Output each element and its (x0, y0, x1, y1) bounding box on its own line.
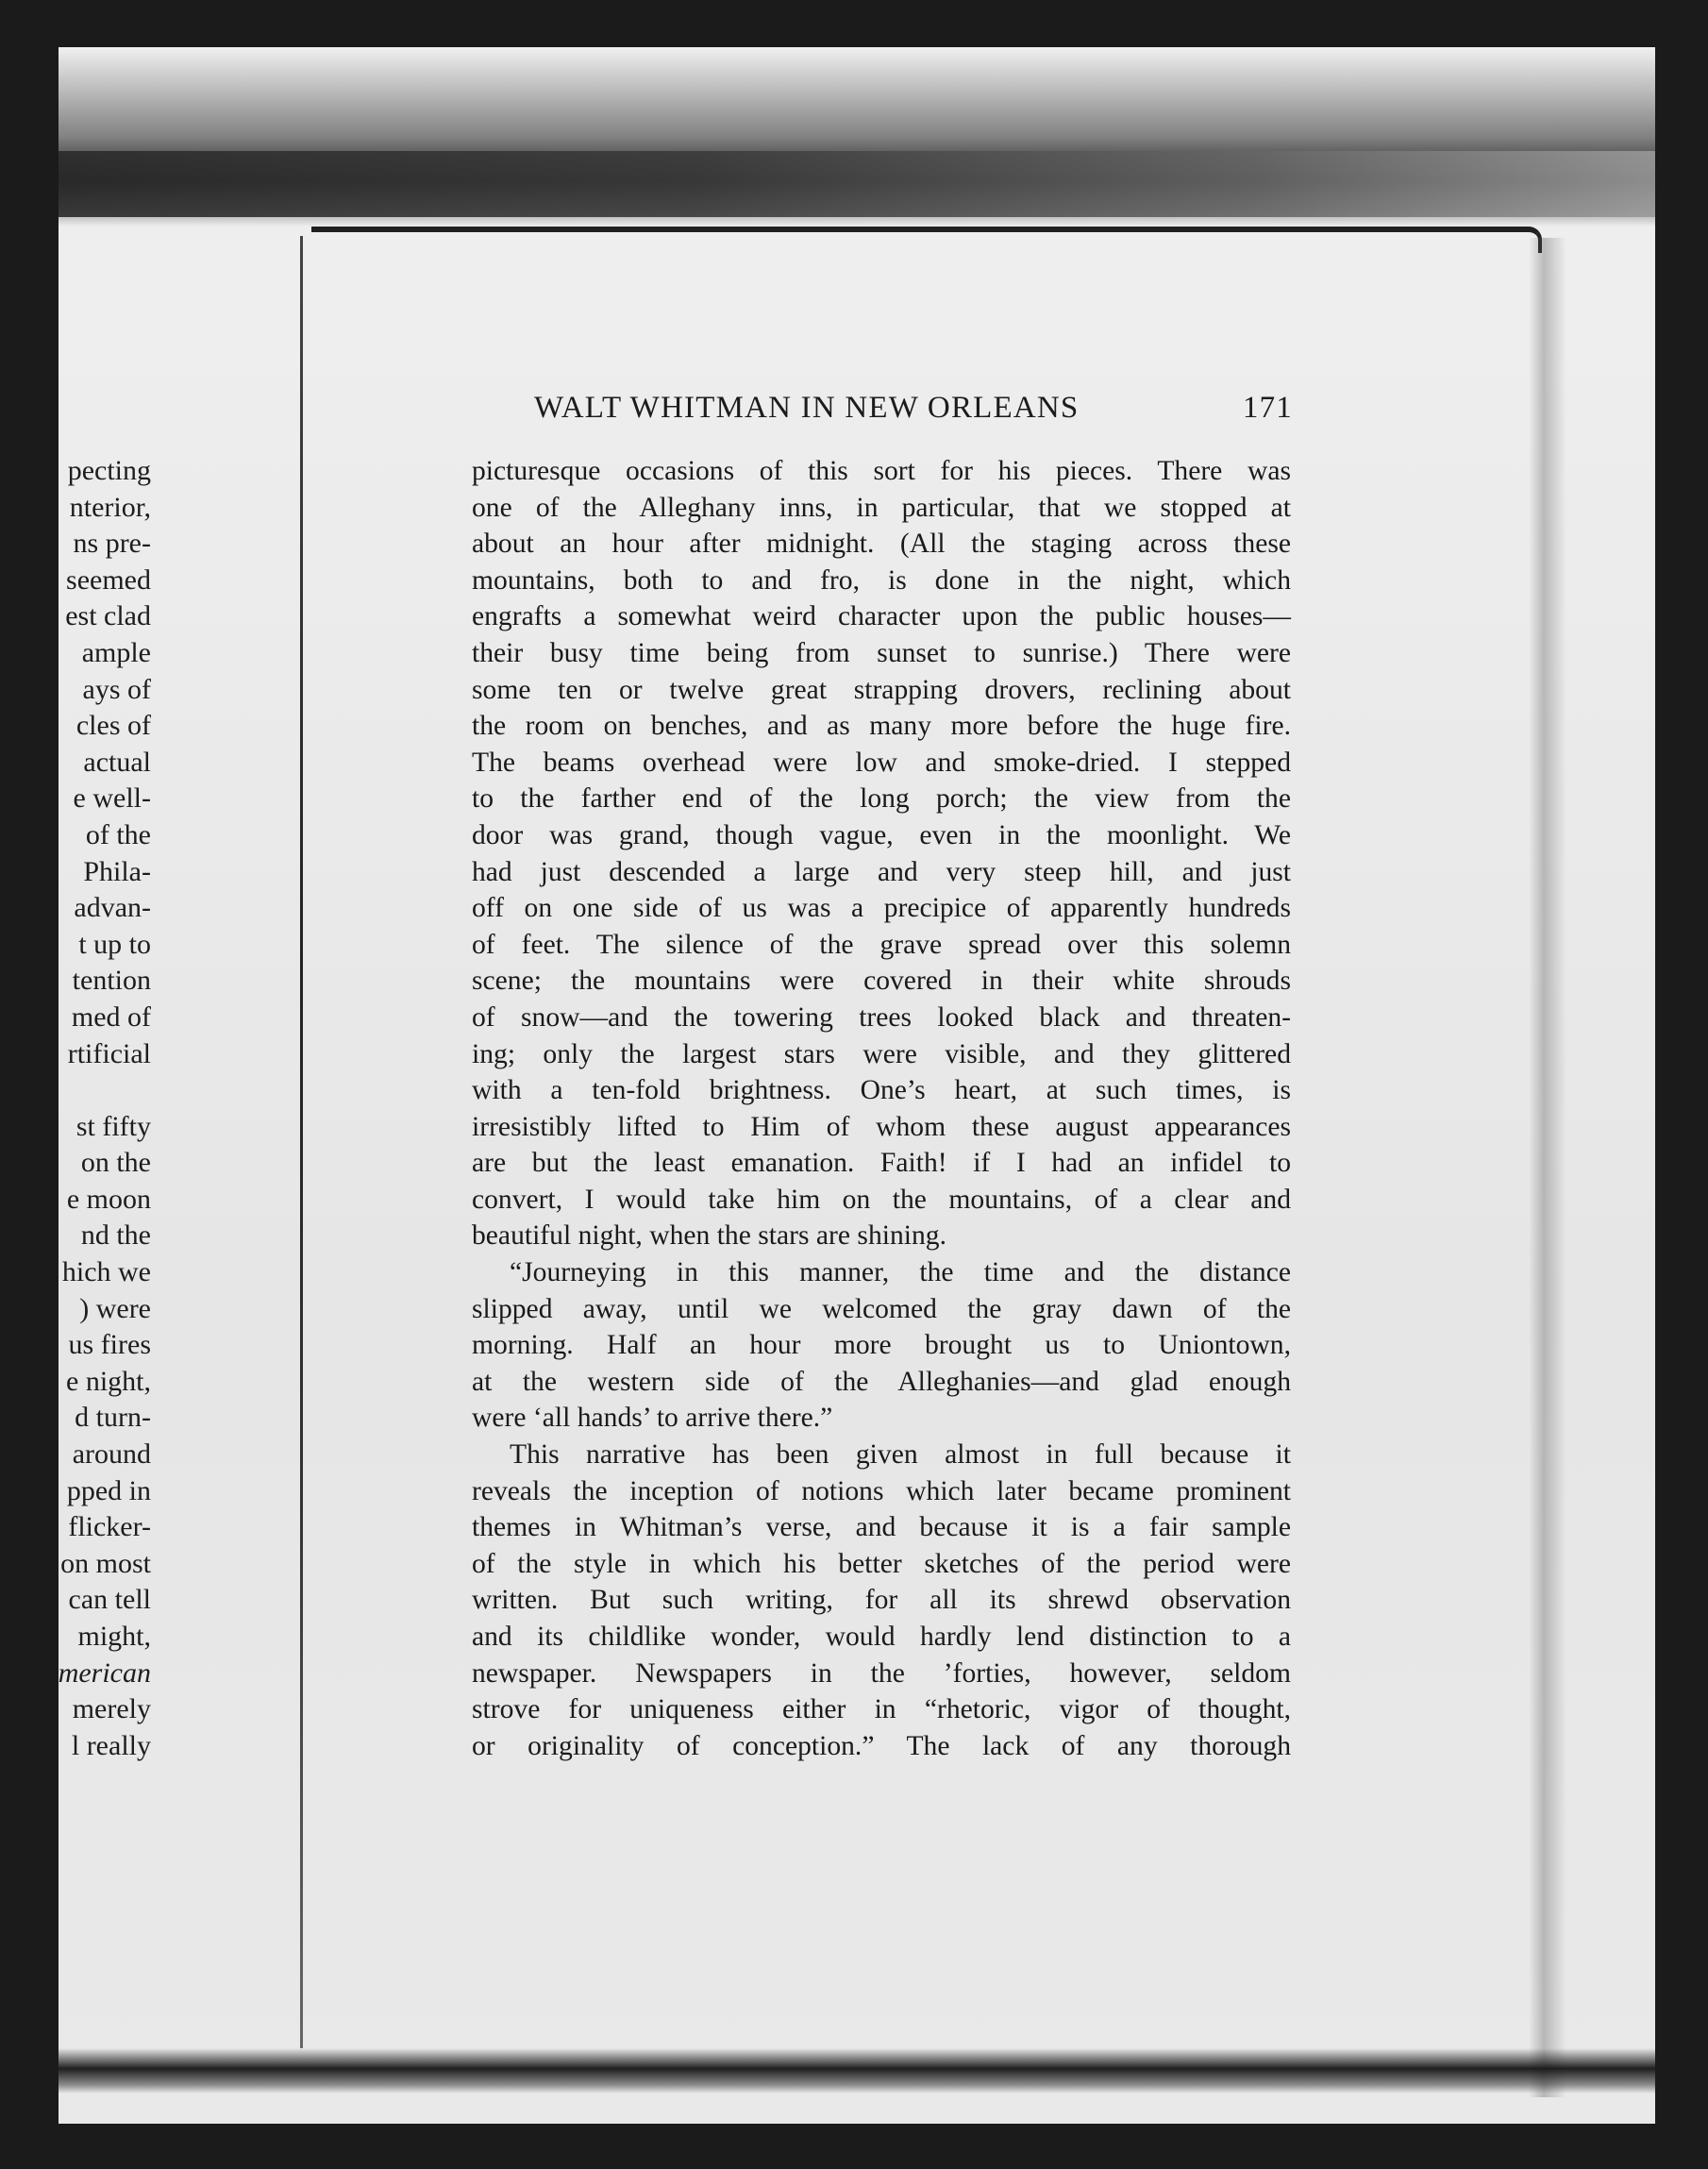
left-fragment-line: pecting (67, 455, 151, 486)
body-line: and its childlike wonder, would hardly lend distinction to a (472, 1622, 1291, 1652)
body-line: The beams overhead were low and smoke-dried. I stepped (472, 747, 1291, 778)
body-line: newspaper. Newspapers in the ’forties, however, seldom (472, 1657, 1291, 1689)
left-fragment-line: ns pre- (73, 528, 151, 560)
left-fragment-line: can tell (68, 1584, 151, 1616)
body-line: some ten or twelve great strapping drovers, reclining about (472, 674, 1291, 705)
body-line: mountains, both to and fro, is done in the night, which (472, 564, 1291, 596)
left-fragment-line: advan- (74, 892, 151, 924)
left-fragment-line: seemed (66, 563, 151, 596)
body-line: door was grand, though vague, even in the moonlight. We (472, 819, 1291, 850)
top-page-curl-shadow (59, 151, 1655, 217)
body-line: the room on benches, and as many more before the huge fire. (472, 711, 1291, 742)
left-fragment-line: flicker- (68, 1511, 151, 1543)
body-line: irresistibly lifted to Him of whom these august appearances (472, 1111, 1291, 1142)
body-line: one of the Alleghany inns, in particular, that we stopped at (472, 492, 1291, 523)
body-line: off on one side of us was a precipice of apparently hundreds (472, 893, 1291, 924)
body-line: beautiful night, when the stars are shining. (472, 1220, 946, 1252)
body-line: scene; the mountains were covered in their white shrouds (472, 966, 1291, 997)
body-line: or originality of conception.” The lack of any thorough (472, 1730, 1291, 1761)
left-fragment-line: ample (81, 636, 151, 668)
body-line: about an hour after midnight. (All the staging across these (472, 529, 1291, 560)
body-line: This narrative has been given almost in full because it (510, 1439, 1291, 1471)
left-fragment-line: merican (58, 1656, 151, 1689)
left-fragment-line: Phila- (83, 855, 151, 887)
body-line: convert, I would take him on the mountains, of a clear and (472, 1184, 1291, 1215)
body-line: with a ten-fold brightness. One’s heart, at such times, is (472, 1075, 1291, 1106)
left-fragment-line: rtificial (67, 1037, 151, 1069)
left-fragment-line: e night, (66, 1365, 151, 1397)
page-number: 171 (1242, 391, 1293, 425)
body-line: strove for uniqueness either in “rhetoric, vigor of thought, (472, 1694, 1291, 1725)
body-line: their busy time being from sunset to sunrise.) There were (472, 637, 1291, 668)
left-fragment-line: ays of (82, 673, 151, 705)
left-fragment-line: actual (83, 746, 151, 778)
left-fragment-line: e moon (66, 1183, 151, 1215)
left-fragment-line: est clad (65, 600, 151, 632)
body-line: are but the least emanation. Faith! if I had an infidel to (472, 1148, 1291, 1179)
page-edge-right-shadow (1529, 238, 1566, 2097)
left-page-text-fragments (47, 453, 151, 1764)
running-head-title: WALT WHITMAN IN NEW ORLEANS (534, 391, 1080, 425)
left-fragment-line: cles of (75, 710, 151, 742)
body-line: picturesque occasions of this sort for his pieces. There was (472, 456, 1291, 486)
body-line: “Journeying in this manner, the time and the distance (510, 1257, 1291, 1288)
left-fragment-line: nterior, (69, 491, 151, 523)
body-line: had just descended a large and very steep hill, and just (472, 856, 1291, 887)
left-fragment-line: around (72, 1438, 151, 1471)
body-line: themes in Whitman’s verse, and because it is a fair sample (472, 1512, 1291, 1543)
left-fragment-line: might, (77, 1621, 151, 1652)
body-line: of snow—and the towering trees looked black and threaten- (472, 1001, 1291, 1033)
left-fragment-line: med of (71, 1000, 151, 1033)
left-fragment-line: d turn- (75, 1402, 151, 1434)
left-fragment-line: hich we (61, 1256, 151, 1288)
body-line: to the farther end of the long porch; the view from the (472, 783, 1291, 815)
left-fragment-line: ) were (79, 1292, 151, 1324)
left-fragment-line: l really (71, 1729, 151, 1761)
body-line: slipped away, until we welcomed the gray dawn of the (472, 1293, 1291, 1324)
body-line: written. But such writing, for all its shrewd observation (472, 1585, 1291, 1616)
left-fragment-line: on most (60, 1547, 151, 1579)
left-fragment-line: merely (72, 1693, 151, 1725)
body-line: reveals the inception of notions which later became prominent (472, 1475, 1291, 1506)
running-header (472, 391, 1293, 432)
body-line: morning. Half an hour more brought us to Uniontown, (472, 1330, 1291, 1361)
left-fragment-line: t up to (78, 928, 151, 960)
left-fragment-line: of the (85, 818, 151, 850)
left-fragment-line: us fires (68, 1329, 151, 1361)
body-line: of the style in which his better sketches of the period were (472, 1548, 1291, 1579)
bottom-binding-shadow (59, 2048, 1655, 2093)
left-fragment-line: pped in (66, 1474, 151, 1506)
left-fragment-line (47, 1072, 151, 1109)
body-line: at the western side of the Alleghanies—and glad enough (472, 1366, 1291, 1397)
body-line: engrafts a somewhat weird character upon the public houses— (472, 601, 1291, 632)
gutter-line (300, 236, 303, 2048)
left-fragment-line: e well- (73, 782, 151, 815)
left-fragment-line: on the (80, 1147, 151, 1179)
body-text (472, 453, 1291, 1764)
body-line: ing; only the largest stars were visible, and they glittered (472, 1038, 1291, 1069)
page-edge-outline (311, 227, 1542, 253)
body-line: of feet. The silence of the grave spread over this solemn (472, 929, 1291, 960)
left-fragment-line: tention (72, 965, 151, 997)
left-fragment-line: nd the (80, 1219, 151, 1252)
left-fragment-line: st fifty (75, 1110, 151, 1142)
body-line: were ‘all hands’ to arrive there.” (472, 1403, 833, 1434)
